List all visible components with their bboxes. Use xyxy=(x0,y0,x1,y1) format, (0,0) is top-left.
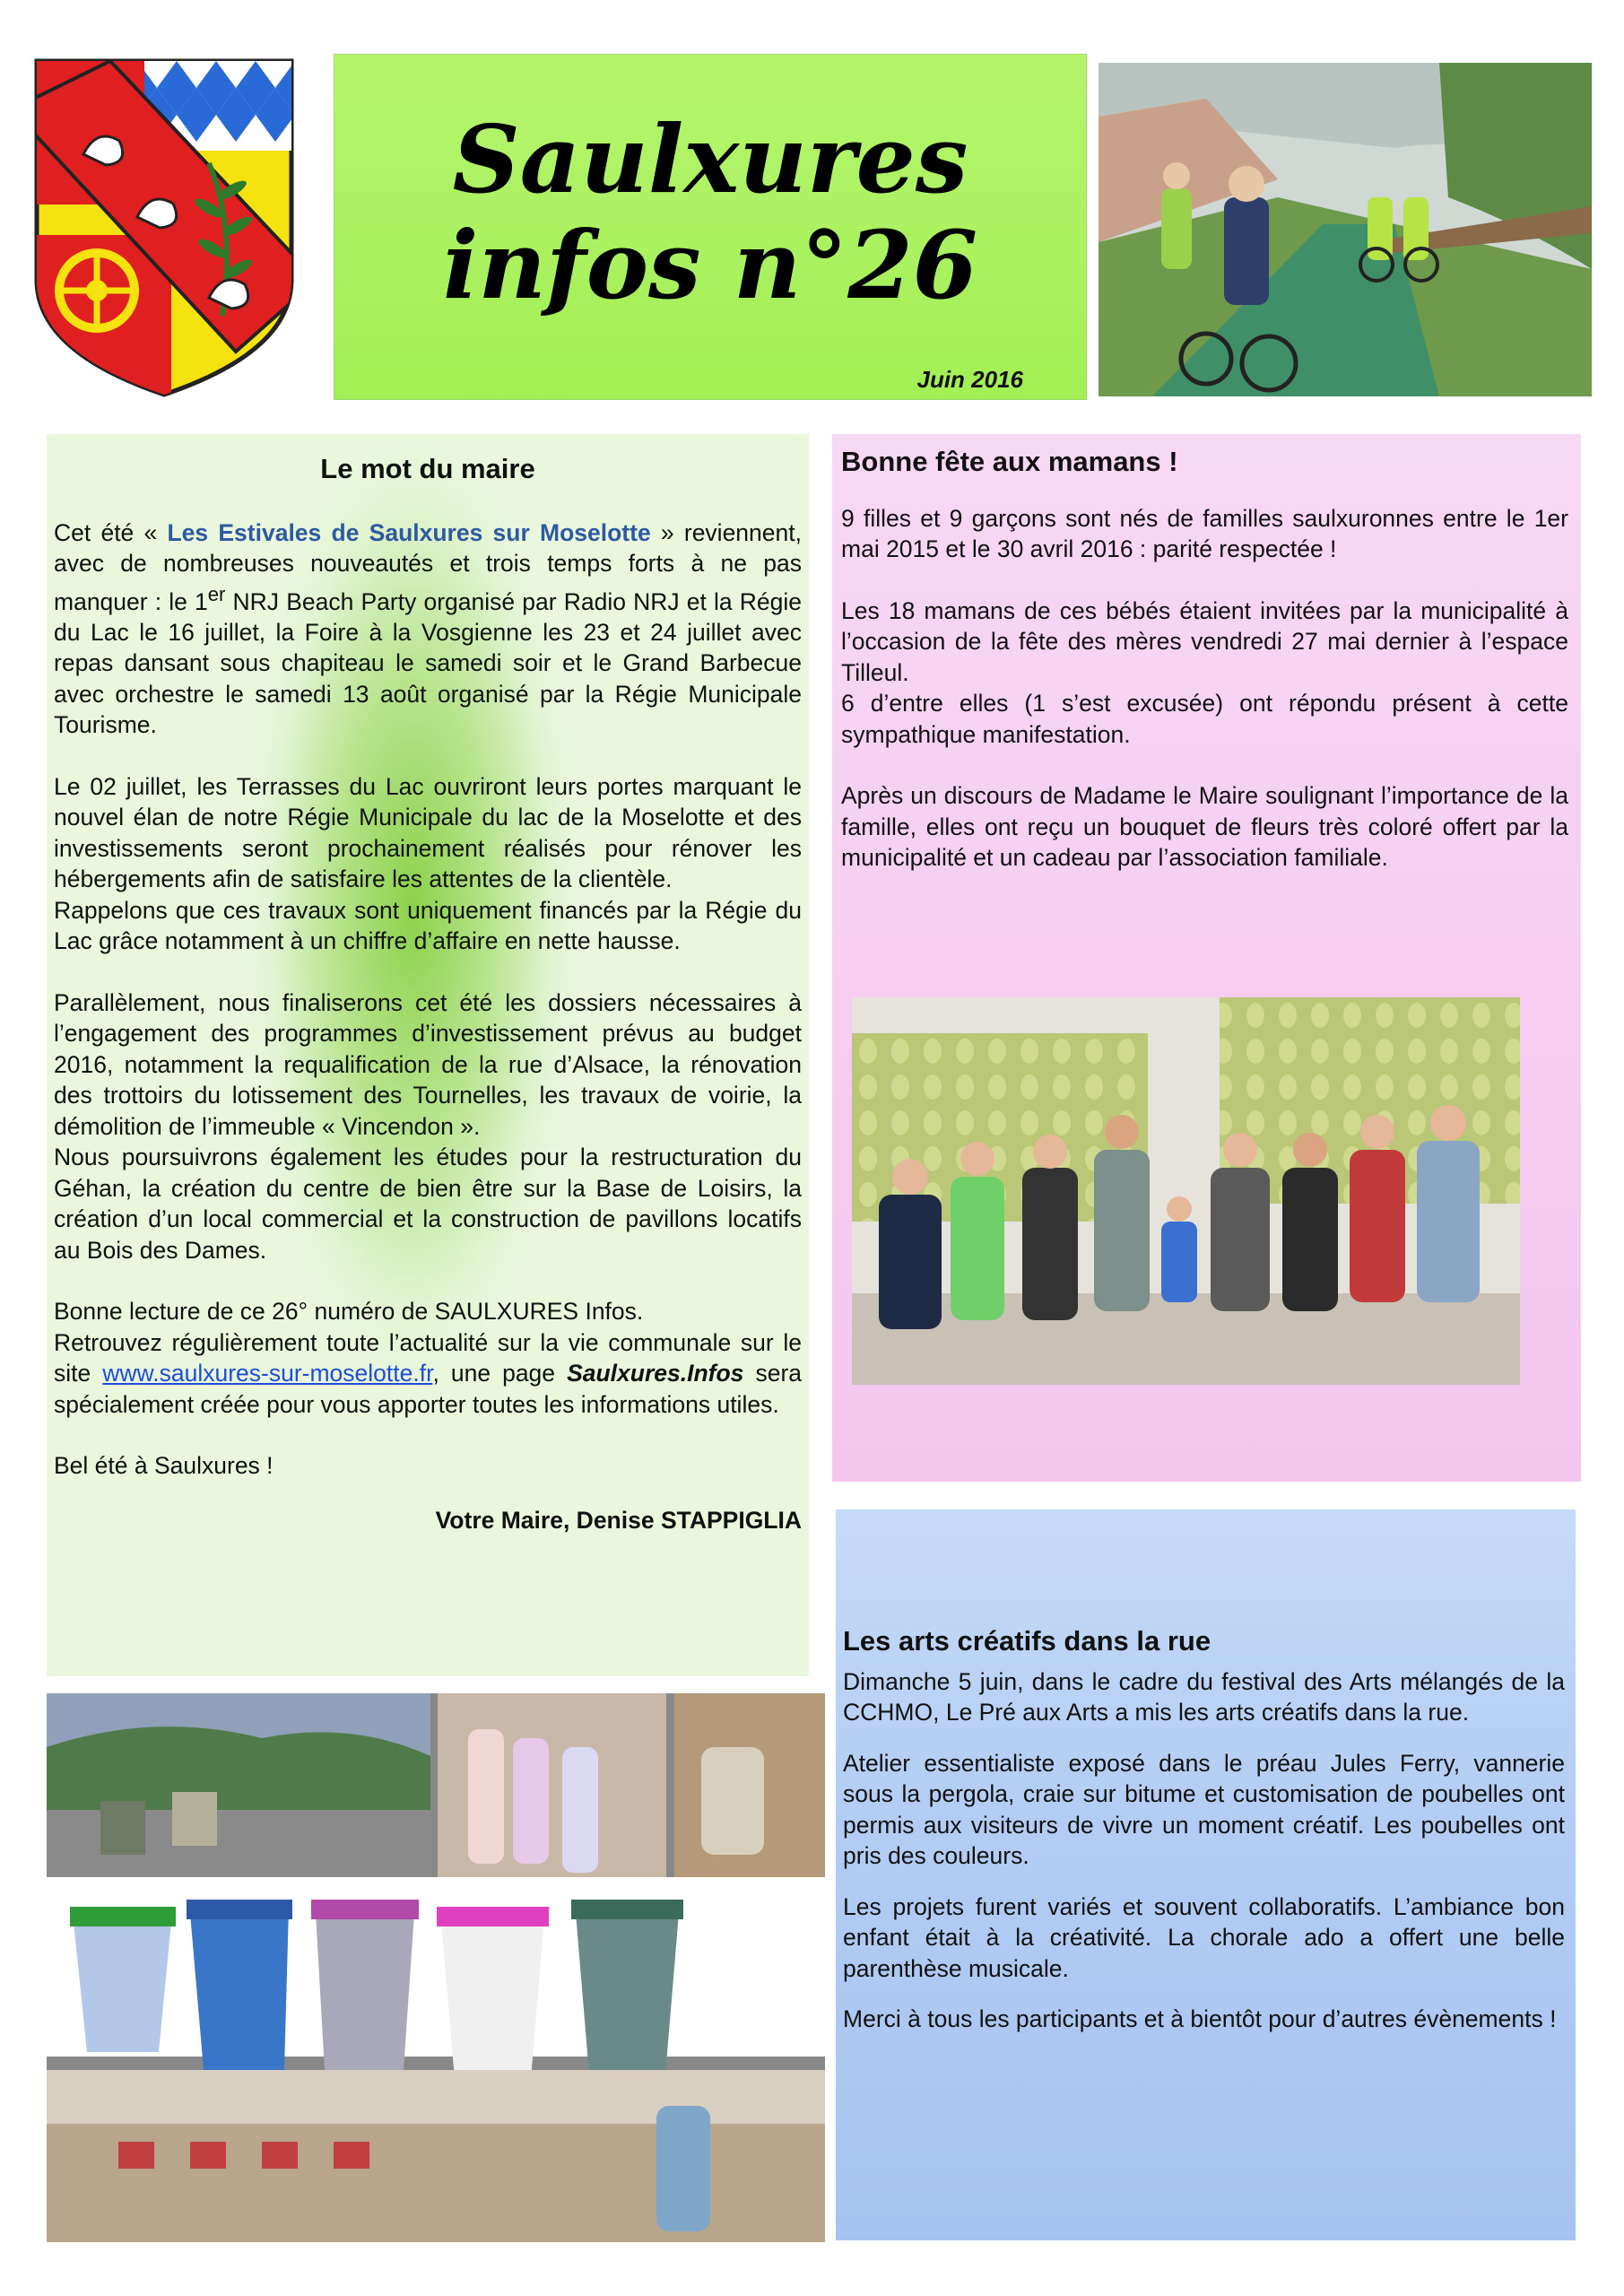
newsletter-title xyxy=(334,104,1086,320)
creative-arts-collage xyxy=(47,1693,825,2242)
arts-paragraph-2: Atelier essentialiste exposé dans le préau Jules Ferry, vannerie sous la pergola, craie sur bitume et customisation de poubelles ont permis aux visiteurs de vivre un moment créatif. Les poubelles ont pris des couleurs. xyxy=(843,1749,1565,1869)
title-line-1: Saulxures xyxy=(452,104,968,214)
mayor-paragraph-2b: Rappelons que ces travaux sont uniquement financés par la Régie du Lac grâce notamment à un chiffre d’affaire en nette hausse. xyxy=(54,896,802,955)
mothers-paragraph-1: 9 filles et 9 garçons sont nés de familles saulxuronnes entre le 1er mai 2015 et le 30 avril 2016 : parité respectée ! xyxy=(841,504,1568,562)
mayor-paragraph-3: Parallèlement, nous finaliserons cet été les dossiers nécessaires à l’engagement des programmes d’investissement prévus au budget 2016, notamment la requalification de la rue d’Alsace, la rénovation des trottoirs du lotissement des Tournelles, les travaux de voirie, la démolition de l’immeuble « Vincendon ». xyxy=(54,988,802,1140)
mayor-signature: Votre Maire, Denise STAPPIGLIA xyxy=(435,1506,802,1534)
commune-website-link[interactable]: www.saulxures-sur-moselotte.fr xyxy=(102,1360,433,1387)
mothers-paragraph-2: Les 18 mamans de ces bébés étaient invitées par la municipalité à l’occasion de la fête des mères vendredi 27 mai dernier à l’espace Tilleul. xyxy=(841,596,1568,686)
mothers-paragraph-3: Après un discours de Madame le Maire soulignant l’importance de la famille, elles ont reçu un bouquet de fleurs très coloré offert par la municipalité et un cadeau par l’association familiale. xyxy=(841,782,1568,871)
arts-paragraph-1: Dimanche 5 juin, dans le cadre du festival des Arts mélangés de la CCHMO, Le Pré aux Arts a mis les arts créatifs dans la rue. xyxy=(843,1667,1565,1726)
title-line-2: infos n°26 xyxy=(442,210,978,320)
mayor-paragraph-3b: Nous poursuivrons également les études pour la restructuration du Géhan, la création du centre de bien être sur la Base de Loisirs, la création d’un local commercial et la construction de pavillons locatifs au Bois des Dames. xyxy=(54,1144,802,1264)
mayor-paragraph-2: Le 02 juillet, les Terrasses du Lac ouvriront leurs portes marquant le nouvel élan de notre Régie Municipale du lac de la Moselotte et des investissements seront prochainement réalisés pour rénover les hébergements afin de satisfaire les attentes de la clientèle. xyxy=(54,772,802,893)
coat-of-arms-logo xyxy=(30,56,299,398)
mayor-message-section xyxy=(47,434,809,1676)
masthead xyxy=(334,54,1087,400)
mothers-paragraph-2b: 6 d’entre elles (1 s’est excusée) ont répondu présent à cette sympathique manifestation. xyxy=(841,690,1568,748)
mayor-paragraph-4a: Bonne lecture de ce 26° numéro de SAULXURES Infos. xyxy=(54,1298,644,1326)
mayor-paragraph-1: Cet été « Les Estivales de Saulxures sur Moselotte » reviennent, avec de nombreuses nouveautés et trois temps forts à ne pas manquer : le 1er NRJ Beach Party organisé par Radio NRJ et la Régie du Lac le 16 juillet, la Foire à la Vosgienne les 23 et 24 juillet avec repas dansant sous chapiteau le samedi soir et le Grand Barbecue avec orchestre le samedi 13 août organisé par la Régie Municipale Tourisme. xyxy=(54,518,803,739)
street-arts-section xyxy=(836,1509,1576,2240)
street-arts-title: Les arts créatifs dans la rue xyxy=(843,1625,1211,1657)
mayor-paragraph-4: Retrouvez régulièrement toute l’actualité sur la vie communale sur le site www.saulxures-sur-moselotte.fr, une page Saulxures.Infos sera spécialement créée pour vous apporter toutes les informations utiles. xyxy=(54,1328,803,1418)
estivales-highlight: Les Estivales de Saulxures sur Moselotte xyxy=(167,518,651,546)
mayor-section-title: Le mot du maire xyxy=(320,453,535,484)
mothers-day-title: Bonne fête aux mamans ! xyxy=(841,446,1178,477)
arts-paragraph-3: Les projets furent variés et souvent collaboratifs. L’ambiance bon enfant était à la créativité. La chorale ado a offert une belle parenthèse musicale. xyxy=(843,1892,1565,1982)
mothers-group-photo xyxy=(852,997,1520,1385)
issue-date: Juin 2016 xyxy=(916,366,1023,393)
cyclists-photo xyxy=(1099,63,1592,396)
mayor-paragraph-5: Bel été à Saulxures ! xyxy=(54,1452,274,1480)
arts-paragraph-4: Merci à tous les participants et à bientôt pour d’autres évènements ! xyxy=(843,2005,1557,2032)
